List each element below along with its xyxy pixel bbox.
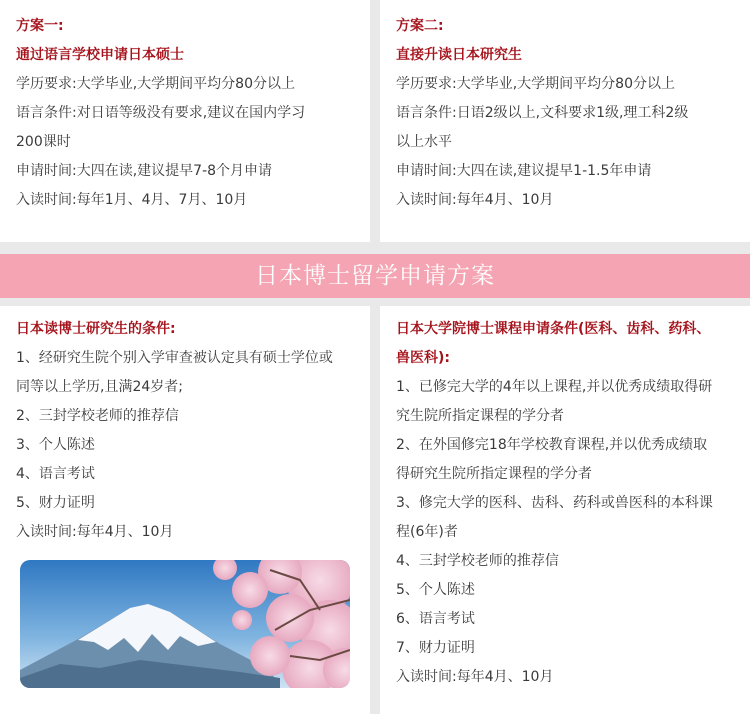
doctor-medical-card — [380, 306, 750, 714]
doctor-medical-line: 1、已修完大学的4年以上课程,并以优秀成绩取得研 — [396, 379, 713, 395]
doctor-medical-line: 4、三封学校老师的推荐信 — [396, 553, 559, 569]
doctor-medical-line: 得研究生院所指定课程的学分者 — [396, 466, 592, 482]
plan1-line: 200课时 — [16, 134, 71, 150]
doctor-medical-line: 5、个人陈述 — [396, 582, 475, 598]
doctor-conditions-line: 5、财力证明 — [16, 495, 95, 511]
doctor-conditions-line: 4、语言考试 — [16, 466, 95, 482]
plan1-line: 语言条件:对日语等级没有要求,建议在国内学习 — [16, 105, 306, 121]
doctor-medical-heading: 日本大学院博士课程申请条件(医科、齿科、药科、 — [396, 321, 711, 337]
plan1-card — [0, 0, 370, 242]
doctor-conditions-line: 2、三封学校老师的推荐信 — [16, 408, 179, 424]
doctor-conditions-heading: 日本读博士研究生的条件: — [16, 321, 176, 337]
doctor-medical-line: 入读时间:每年4月、10月 — [396, 669, 554, 685]
doctor-medical-line: 3、修完大学的医科、齿科、药科或兽医科的本科课 — [396, 495, 713, 511]
doctor-medical-line: 2、在外国修完18年学校教育课程,并以优秀成绩取 — [396, 437, 708, 453]
plan2-line: 学历要求:大学毕业,大学期间平均分80分以上 — [396, 76, 675, 92]
doctor-medical-line: 究生院所指定课程的学分者 — [396, 408, 564, 424]
doctor-medical-heading: 兽医科): — [396, 350, 450, 366]
plan1-line: 入读时间:每年1月、4月、7月、10月 — [16, 192, 248, 208]
plan2-card — [380, 0, 750, 242]
plan2-line: 以上水平 — [396, 134, 452, 150]
doctor-medical-line: 6、语言考试 — [396, 611, 475, 627]
plan1-line: 学历要求:大学毕业,大学期间平均分80分以上 — [16, 76, 295, 92]
plan2-line: 申请时间:大四在读,建议提早1-1.5年申请 — [396, 163, 652, 179]
doctor-conditions-line: 入读时间:每年4月、10月 — [16, 524, 174, 540]
plan1-subtitle: 通过语言学校申请日本硕士 — [16, 47, 184, 63]
doctor-conditions-line: 3、个人陈述 — [16, 437, 95, 453]
plan2-title: 方案二: — [396, 18, 444, 34]
plan2-line: 语言条件:日语2级以上,文科要求1级,理工科2级 — [396, 105, 689, 121]
mount-fuji-cherry-blossom-photo — [20, 560, 350, 688]
doctor-medical-line: 7、财力证明 — [396, 640, 475, 656]
plan2-subtitle: 直接升读日本研究生 — [396, 47, 522, 63]
doctor-medical-line: 程(6年)者 — [396, 524, 458, 540]
plan1-title: 方案一: — [16, 18, 64, 34]
doctor-conditions-line: 1、经研究生院个别入学审查被认定具有硕士学位或 — [16, 350, 333, 366]
plan2-line: 入读时间:每年4月、10月 — [396, 192, 554, 208]
section-banner: 日本博士留学申请方案 — [0, 254, 750, 298]
plan1-line: 申请时间:大四在读,建议提早7-8个月申请 — [16, 163, 273, 179]
doctor-conditions-line: 同等以上学历,且满24岁者; — [16, 379, 183, 395]
